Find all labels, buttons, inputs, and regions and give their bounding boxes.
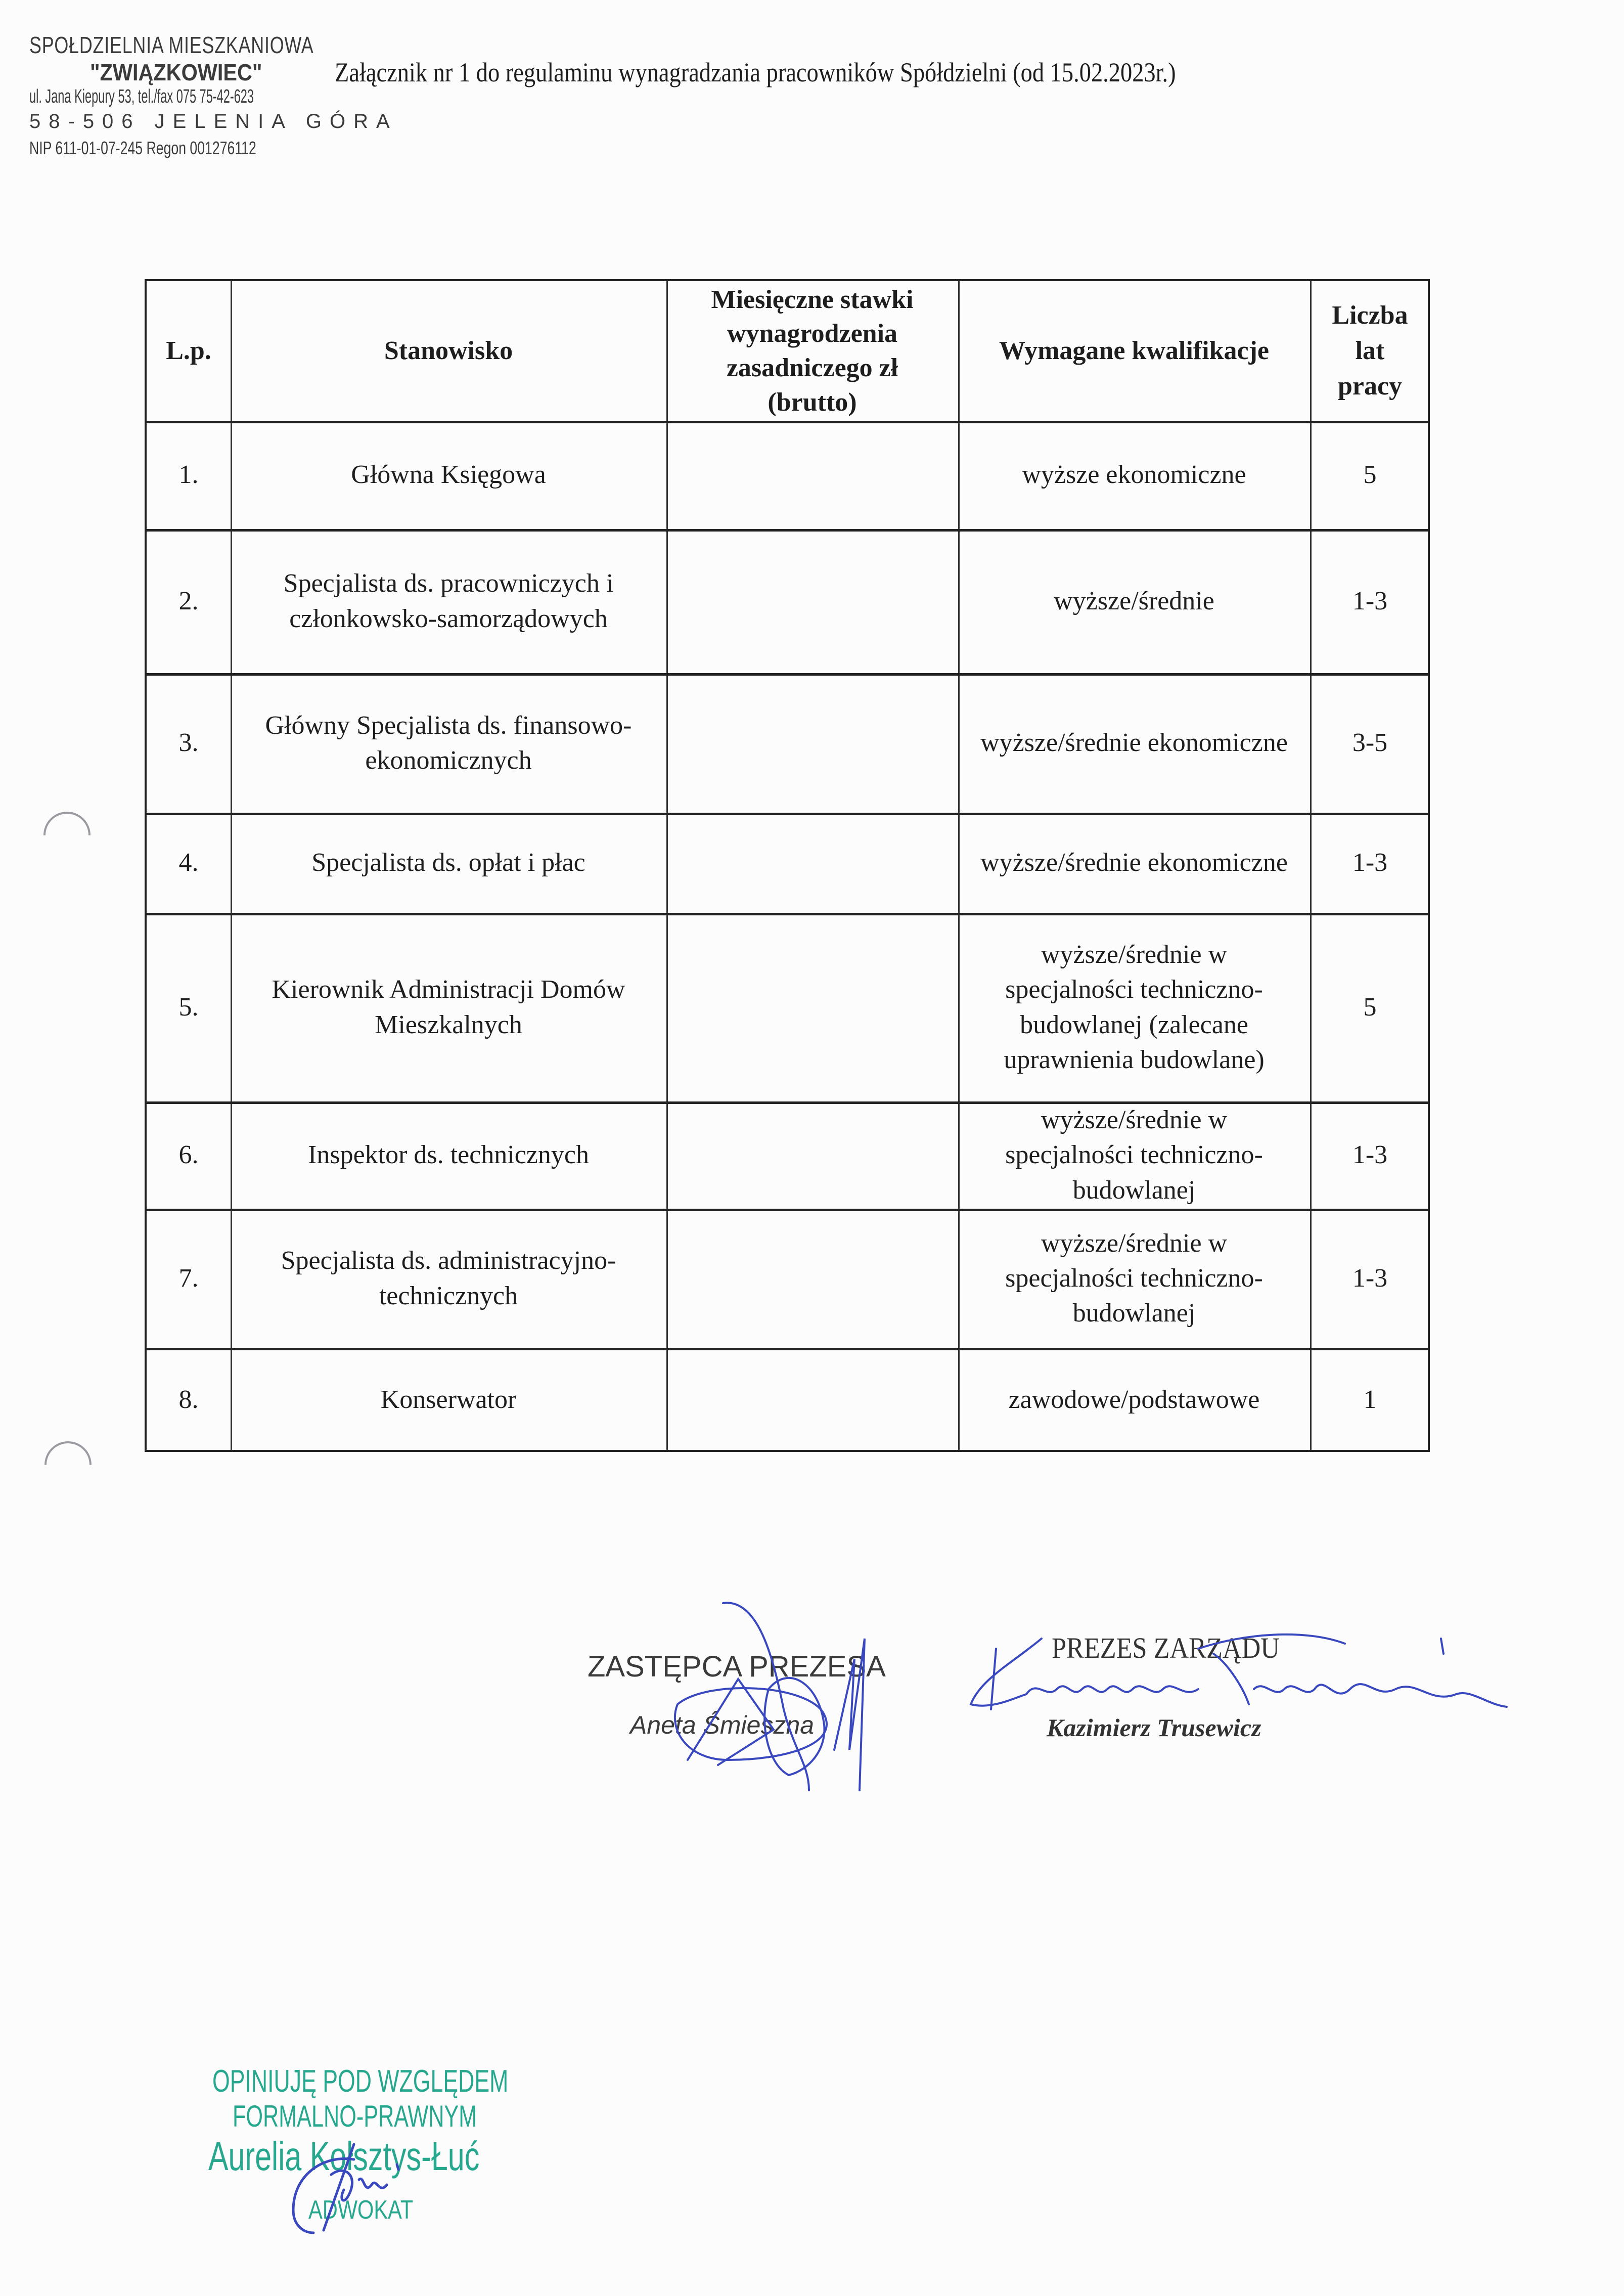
row-lp: 4.	[178, 848, 199, 877]
salary-table	[145, 279, 1430, 1452]
president-role-stamp: PREZES ZARZĄDU	[1052, 1631, 1280, 1664]
document-title: Załącznik nr 1 do regulaminu wynagradzania pracowników Spółdzielni (od 15.02.2023r.)	[335, 57, 1176, 87]
legal-stamp-line-2: FORMALNO-PRAWNYM	[233, 2099, 477, 2133]
row-years: 5	[1363, 992, 1377, 1022]
row-position: Konserwator	[380, 1385, 517, 1415]
deputy-role-stamp: ZASTĘPCA PREZESA	[588, 1650, 886, 1683]
stamp-company-name: SPOŁDZIELNIA MIESZKANIOWA	[29, 32, 314, 58]
legal-stamp-line-1: OPINIUJĘ POD WZGLĘDEM	[212, 2064, 509, 2099]
punch-hole-mark	[34, 802, 101, 869]
row-lp: 3.	[178, 728, 199, 758]
row-salary	[666, 913, 958, 1101]
row-qualifications: wyższe/średnie ekonomiczne	[980, 848, 1288, 877]
row-position: Główna Księgowa	[351, 460, 546, 490]
row-salary	[666, 1209, 958, 1348]
row-qualifications: wyższe/średnie w specjalności techniczno-budowlanej	[1005, 1106, 1263, 1205]
row-salary	[666, 529, 958, 673]
row-lp: 8.	[178, 1385, 199, 1415]
row-qualifications: zawodowe/podstawowe	[1008, 1385, 1260, 1415]
stamp-city: 58-506 JELENIA GÓRA	[29, 110, 398, 133]
row-lp: 5.	[178, 992, 199, 1022]
row-years: 1-3	[1352, 848, 1388, 877]
header-years: Liczba lat pracy	[1332, 300, 1408, 401]
header-qualifications: Wymagane kwalifikacje	[999, 336, 1269, 366]
stamp-address: ul. Jana Kiepury 53, tel./fax 075 75-42-623	[29, 86, 254, 107]
row-salary	[666, 673, 958, 813]
header-lp: L.p.	[166, 336, 211, 366]
row-lp: 2.	[178, 586, 199, 615]
row-qualifications: wyższe ekonomiczne	[1022, 460, 1246, 490]
row-lp: 6.	[178, 1140, 199, 1170]
header-position: Stanowisko	[384, 336, 513, 366]
row-years: 1-3	[1352, 586, 1388, 615]
row-qualifications: wyższe/średnie w specjalności techniczno-budowlanej (zalecane uprawnienia budowlane)	[1004, 940, 1265, 1074]
row-qualifications: wyższe/średnie	[1054, 586, 1214, 615]
row-years: 1	[1363, 1385, 1377, 1415]
row-position: Specjalista ds. administracyjno-technicznych	[281, 1246, 616, 1310]
row-position: Główny Specjalista ds. finansowo-ekonomicznych	[265, 711, 632, 775]
row-position: Kierownik Administracji Domów Mieszkalnych	[272, 975, 625, 1039]
row-qualifications: wyższe/średnie w specjalności techniczno-budowlanej	[1005, 1228, 1263, 1328]
row-qualifications: wyższe/średnie ekonomiczne	[980, 728, 1288, 758]
row-position: Specjalista ds. opłat i płac	[311, 848, 585, 877]
header-salary: Miesięczne stawki wynagrodzenia zasadniczego zł (brutto)	[711, 285, 914, 417]
legal-handwritten-signature	[283, 2144, 415, 2235]
row-position: Specjalista ds. pracowniczych i członkowsko-samorządowych	[283, 569, 614, 633]
legal-stamp-title: ADWOKAT	[308, 2195, 414, 2225]
deputy-handwritten-signature	[657, 1598, 870, 1811]
row-years: 5	[1363, 460, 1377, 490]
stamp-tax-ids: NIP 611-01-07-245 Regon 001276112	[29, 138, 256, 158]
president-name: Kazimierz Trusewicz	[1047, 1713, 1261, 1742]
punch-hole-mark	[35, 1432, 102, 1498]
row-lp: 7.	[178, 1263, 199, 1293]
row-years: 3-5	[1352, 728, 1388, 758]
deputy-name: Aneta Śmieszna	[630, 1711, 815, 1739]
row-lp: 1.	[178, 460, 199, 490]
row-salary	[666, 1101, 958, 1209]
row-years: 1-3	[1352, 1140, 1388, 1170]
row-salary	[666, 421, 958, 529]
legal-stamp-name: Aurelia Kołsztys-Łuć	[208, 2134, 480, 2179]
row-years: 1-3	[1352, 1263, 1388, 1293]
stamp-company-brand: "ZWIĄZKOWIEC"	[90, 59, 262, 85]
row-position: Inspektor ds. technicznych	[308, 1140, 589, 1170]
president-handwritten-signature	[961, 1618, 1527, 1709]
row-salary	[666, 1348, 958, 1452]
row-salary	[666, 813, 958, 913]
